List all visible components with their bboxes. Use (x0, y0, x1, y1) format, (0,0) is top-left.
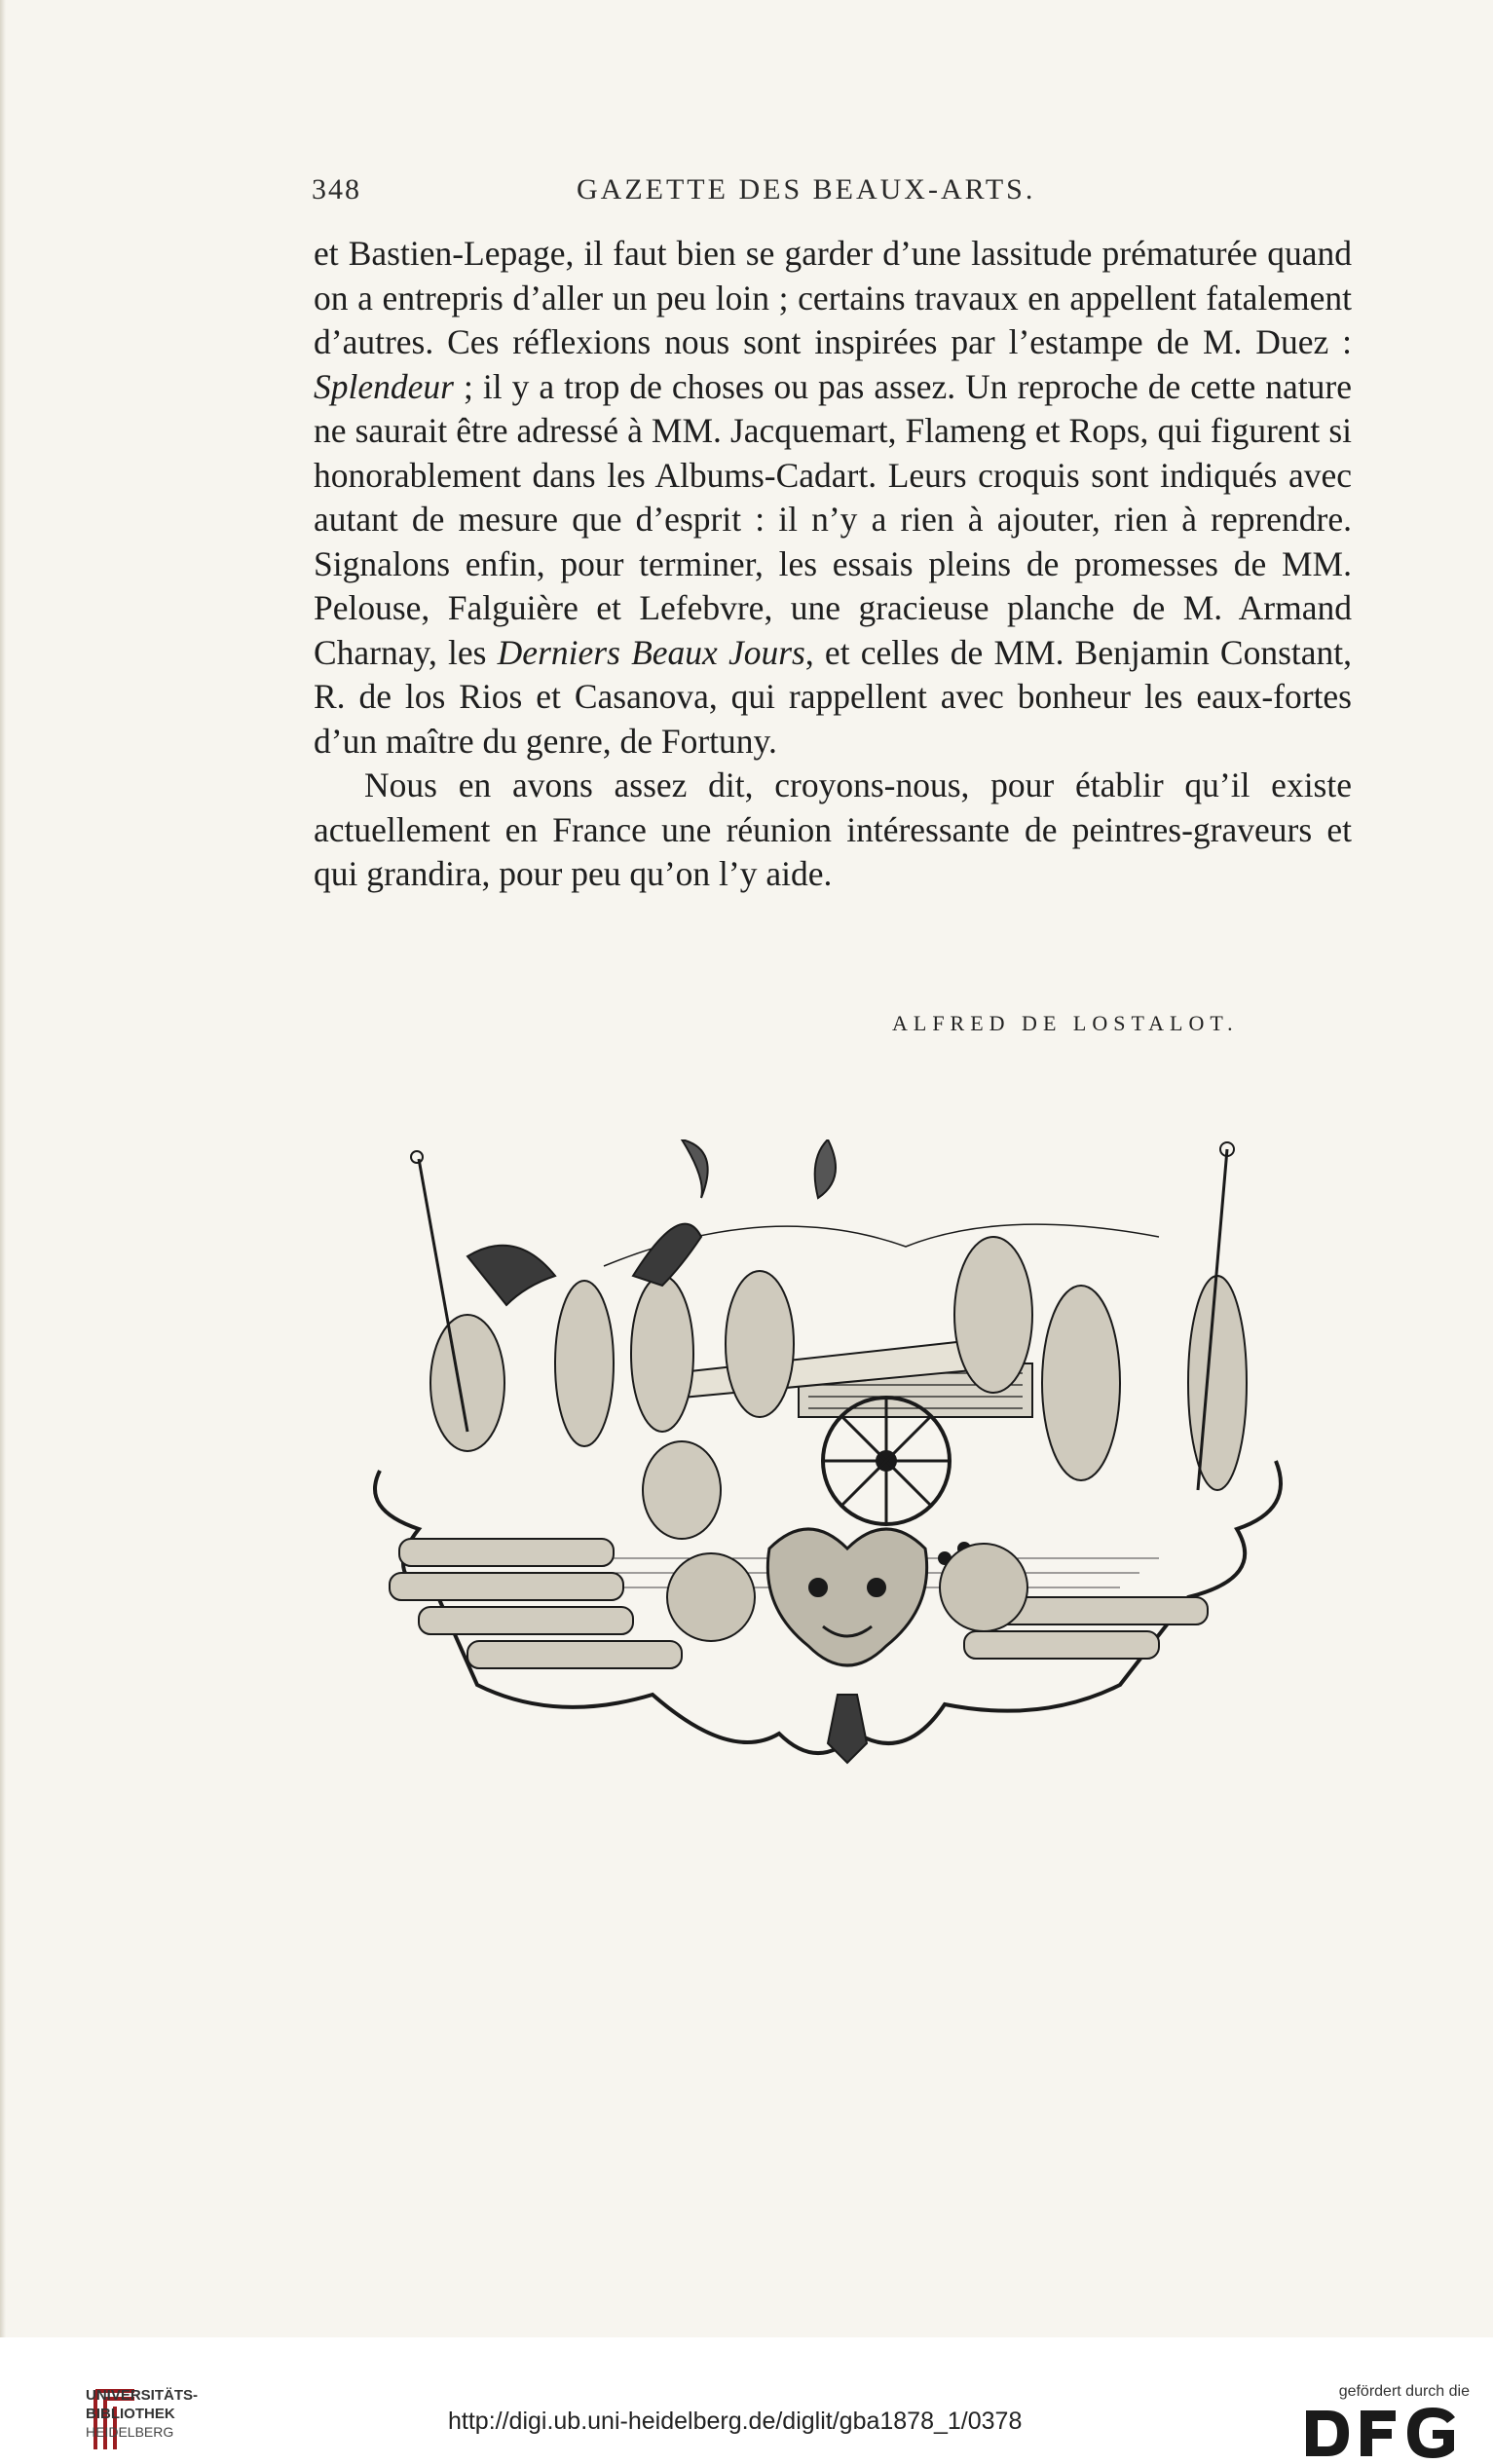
library-line-1: UNIVERSITÄTS- (86, 2387, 199, 2404)
paragraph-1-part-a: et Bastien-Lepage, il faut bien se garder d’une lassitude prématurée quand on a entrepris d’aller un peu loin ; certains travaux en appellent fatalement d’autres. Ces réflexions nous sont inspirées par l’estampe de M. Duez : (314, 234, 1352, 361)
page-number: 348 (312, 173, 361, 205)
digitization-footer (0, 2337, 1493, 2464)
library-line-2: BIBLIOTHEK (86, 2406, 175, 2422)
page-edge-shadow (0, 0, 6, 2337)
article-body (314, 232, 1352, 897)
funding-label: gefördert durch die (1338, 2383, 1470, 2400)
library-line-3: HEIDELBERG (86, 2424, 174, 2440)
dfg-logo (1306, 2406, 1472, 2459)
author-signature: ALFRED DE LOSTALOT. (892, 1011, 1239, 1035)
paragraph-1-part-c: , et celles de MM. Benjamin Constant, R. de los Rios et Casanova, qui rappellent avec bonheur les eaux-fortes d’un maître du genre, de Fortuny. (314, 632, 1352, 761)
paragraph-2: Nous en avons assez dit, croyons-nous, pour établir qu’il existe actuellement en France une réunion intéressante de peintres-graveurs et qui grandira, pour peu qu’on l’y aide. (314, 765, 1352, 893)
source-url[interactable]: http://digi.ub.uni-heidelberg.de/diglit/gba1878_1/0378 (448, 2408, 1023, 2435)
paragraph-1 (314, 232, 1352, 764)
university-library-name (86, 2386, 198, 2442)
paragraph-1-part-b: ; il y a trop de choses ou pas assez. Un reproche de cette nature ne saurait être adressé à MM. Jacquemart, Flameng et Rops, qui figurent si honorablement dans les Albums-Cadart. Leurs croquis sont indiqués avec autant de mesure que d’esprit : il n’y a rien à ajouter, rien à reprendre. Signalons enfin, pour terminer, les essais pleins de promesses de MM. Pelouse, Falguière et Lefebvre, une gracieuse planche de M. Armand Charnay, les (314, 366, 1352, 672)
engraving-illustration (360, 1139, 1354, 1782)
title-derniers-beaux-jours: Derniers Beaux Jours (497, 632, 805, 672)
journal-title: GAZETTE DES BEAUX-ARTS. (577, 173, 1036, 205)
title-splendeur: Splendeur (314, 366, 454, 406)
